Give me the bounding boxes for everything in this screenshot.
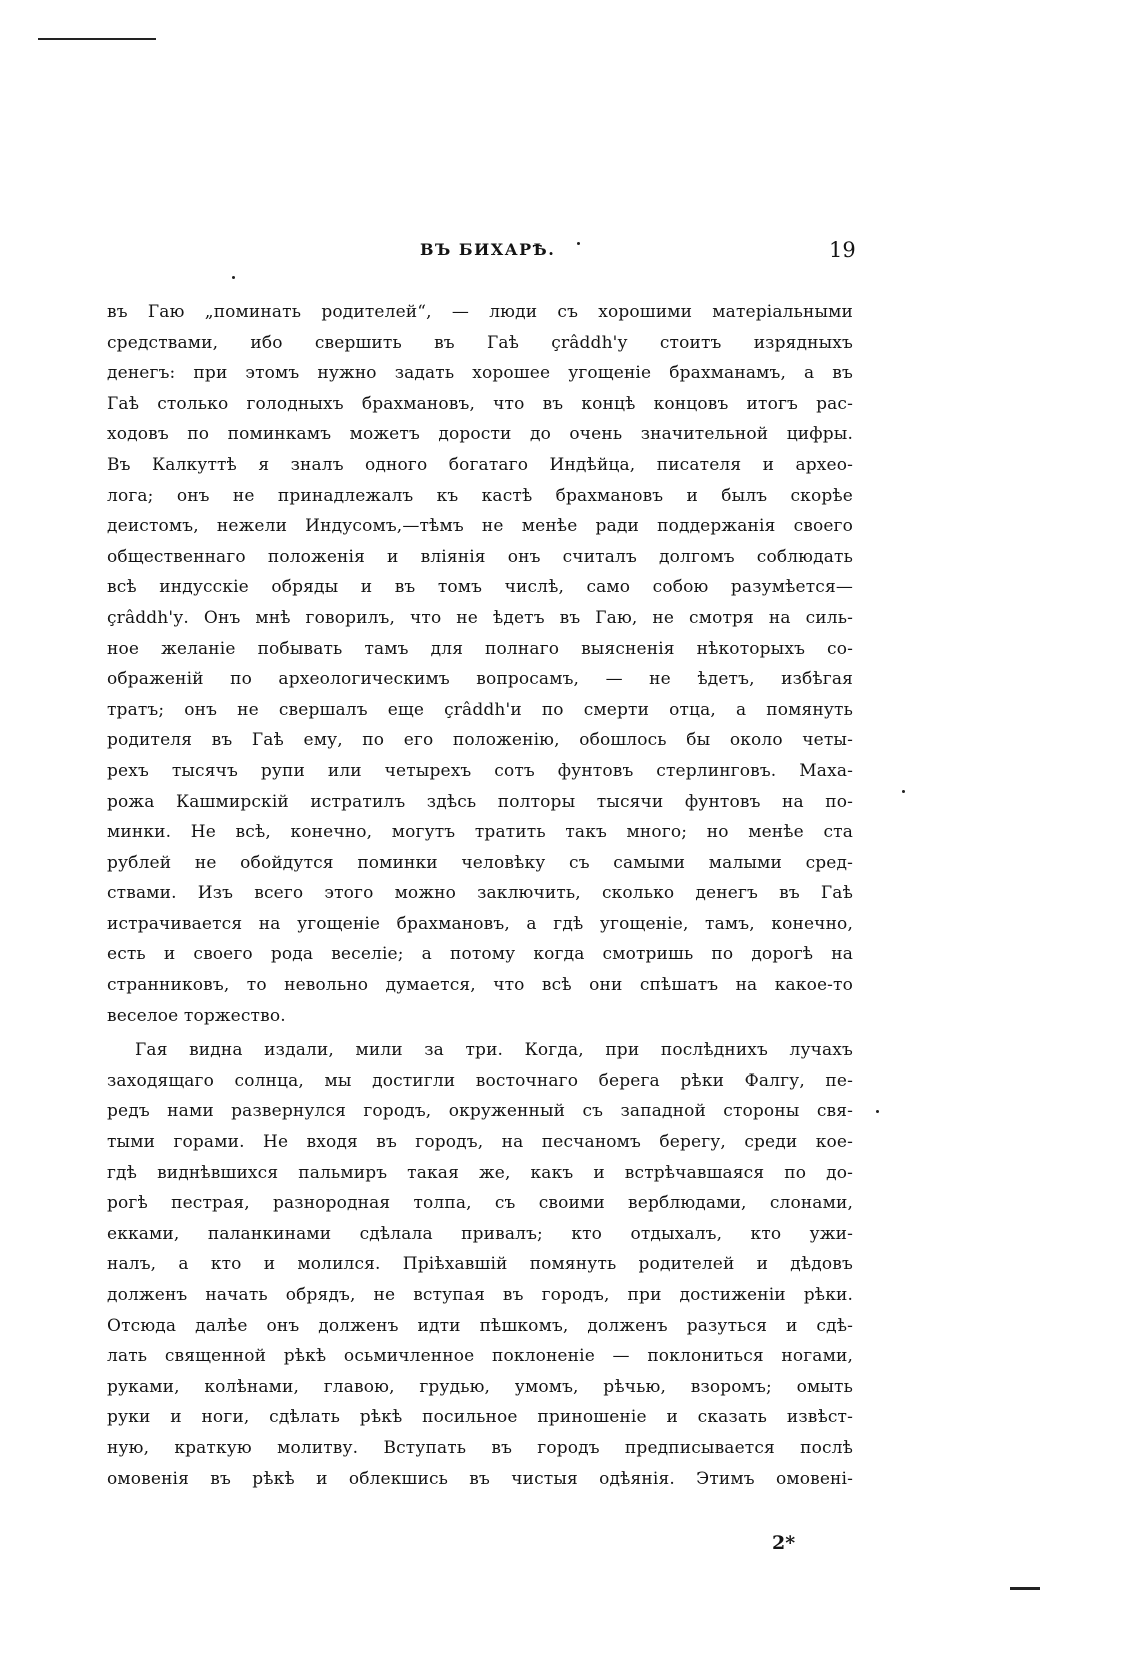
page-number: 19 xyxy=(829,238,856,262)
text-line: руками, колѣнами, главою, грудью, умомъ, рѣчью, взоромъ; омыть xyxy=(107,1376,853,1397)
text-line: деистомъ, нежели Индусомъ,—тѣмъ не менѣе ради поддержанія своего xyxy=(107,516,853,537)
text-line: ствами. Изъ всего этого можно заключить, сколько денегъ въ Гаѣ xyxy=(107,883,853,904)
text-line: рублей не обойдутся поминки человѣку съ самыми малыми сред- xyxy=(107,852,853,873)
text-line: есть и своего рода веселіе; а потому когда смотришь по дорогѣ на xyxy=(107,944,853,965)
running-head: ВЪ БИХАРѢ. xyxy=(420,240,556,259)
text-line: Гая видна издали, мили за три. Когда, при послѣднихъ лучахъ xyxy=(135,1040,853,1061)
text-line: Въ Калкуттѣ я зналъ одного богатаго Индѣйца, писателя и архео- xyxy=(107,454,853,475)
text-line: денегъ: при этомъ нужно задать хорошее угощеніе брахманамъ, а въ xyxy=(107,363,853,384)
text-line: гдѣ виднѣвшихся пальмиръ такая же, какъ и встрѣчавшаяся по до- xyxy=(107,1162,853,1183)
text-line: странниковъ, то невольно думается, что всѣ они спѣшатъ на какое-то xyxy=(107,975,853,996)
text-line: ное желаніе побывать тамъ для полнаго выясненія нѣкоторыхъ со- xyxy=(107,638,853,659)
text-line: Отсюда далѣе онъ долженъ идти пѣшкомъ, долженъ разуться и сдѣ- xyxy=(107,1315,853,1336)
text-line: тыми горами. Не входя въ городъ, на песчаномъ берегу, среди кое- xyxy=(107,1132,853,1153)
text-line: въ Гаю „поминать родителей“, — люди съ хорошими матеріальными xyxy=(107,302,853,322)
text-line: тратъ; онъ не свершалъ еще çrâddh'и по смерти отца, а помянуть xyxy=(107,699,853,720)
scan-edge-line-bottom xyxy=(1010,1587,1040,1590)
text-line: ображеній по археологическимъ вопросамъ, — не ѣдетъ, избѣгая xyxy=(107,669,853,690)
text-line: Гаѣ столько голодныхъ брахмановъ, что въ концѣ концовъ итогъ рас- xyxy=(107,393,853,414)
text-line: заходящаго солнца, мы достигли восточнаго берега рѣки Фалгу, пе- xyxy=(107,1070,853,1091)
text-line: ную, краткую молитву. Вступать въ городъ предписывается послѣ xyxy=(107,1437,853,1458)
text-line: всѣ индусскіе обряды и въ томъ числѣ, само собою разумѣется— xyxy=(107,577,853,598)
text-line: истрачивается на угощеніе брахмановъ, а гдѣ угощеніе, тамъ, конечно, xyxy=(107,913,853,934)
scan-speck xyxy=(876,1110,879,1113)
text-line: çrâddh'у. Онъ мнѣ говорилъ, что не ѣдетъ въ Гаю, не смотря на силь- xyxy=(107,607,853,628)
text-line: руки и ноги, сдѣлать рѣкѣ посильное приношеніе и сказать извѣст- xyxy=(107,1407,853,1428)
scan-speck xyxy=(902,790,905,793)
paragraph-1 xyxy=(107,297,853,1031)
text-line: рехъ тысячъ рупи или четырехъ сотъ фунтовъ стерлинговъ. Маха- xyxy=(107,760,853,781)
scan-speck xyxy=(577,242,580,245)
text-line: долженъ начать обрядъ, не вступая въ городъ, при достиженіи рѣки. xyxy=(107,1285,853,1305)
paragraph-2 xyxy=(107,1035,853,1494)
text-line: рогѣ пестрая, разнородная толпа, съ своими верблюдами, слонами, xyxy=(107,1193,853,1214)
text-line: рожа Кашмирскій истратилъ здѣсь полторы тысячи фунтовъ на по- xyxy=(107,791,853,812)
text-line: лать священной рѣкѣ осьмичленное поклоненіе — поклониться ногами, xyxy=(107,1346,853,1367)
text-line: омовенія въ рѣкѣ и облекшись въ чистыя одѣянія. Этимъ омовені- xyxy=(107,1468,853,1489)
text-line: родителя въ Гаѣ ему, по его положенію, обошлось бы около четы- xyxy=(107,730,853,751)
text-line: редъ нами развернулся городъ, окруженный съ западной стороны свя- xyxy=(107,1101,853,1122)
text-line: веселое торжество. xyxy=(107,1005,286,1026)
text-line: минки. Не всѣ, конечно, могутъ тратить такъ много; но менѣе ста xyxy=(107,822,853,843)
scan-speck xyxy=(232,276,235,279)
text-line: средствами, ибо свершить въ Гаѣ çrâddh'у стоитъ изрядныхъ xyxy=(107,332,853,353)
signature-mark: 2* xyxy=(772,1532,796,1554)
text-line: ходовъ по поминкамъ можетъ дорости до очень значительной цифры. xyxy=(107,424,853,445)
body-text xyxy=(107,297,853,1494)
text-line: лога; онъ не принадлежалъ къ кастѣ брахмановъ и былъ скорѣе xyxy=(107,485,853,506)
scan-edge-line-top xyxy=(38,38,156,40)
text-line: общественнаго положенія и вліянія онъ считалъ долгомъ соблюдать xyxy=(107,546,853,567)
text-line: налъ, а кто и молился. Пріѣхавшій помянуть родителей и дѣдовъ xyxy=(107,1254,853,1275)
text-line: екками, паланкинами сдѣлала привалъ; кто отдыхалъ, кто ужи- xyxy=(107,1223,853,1244)
